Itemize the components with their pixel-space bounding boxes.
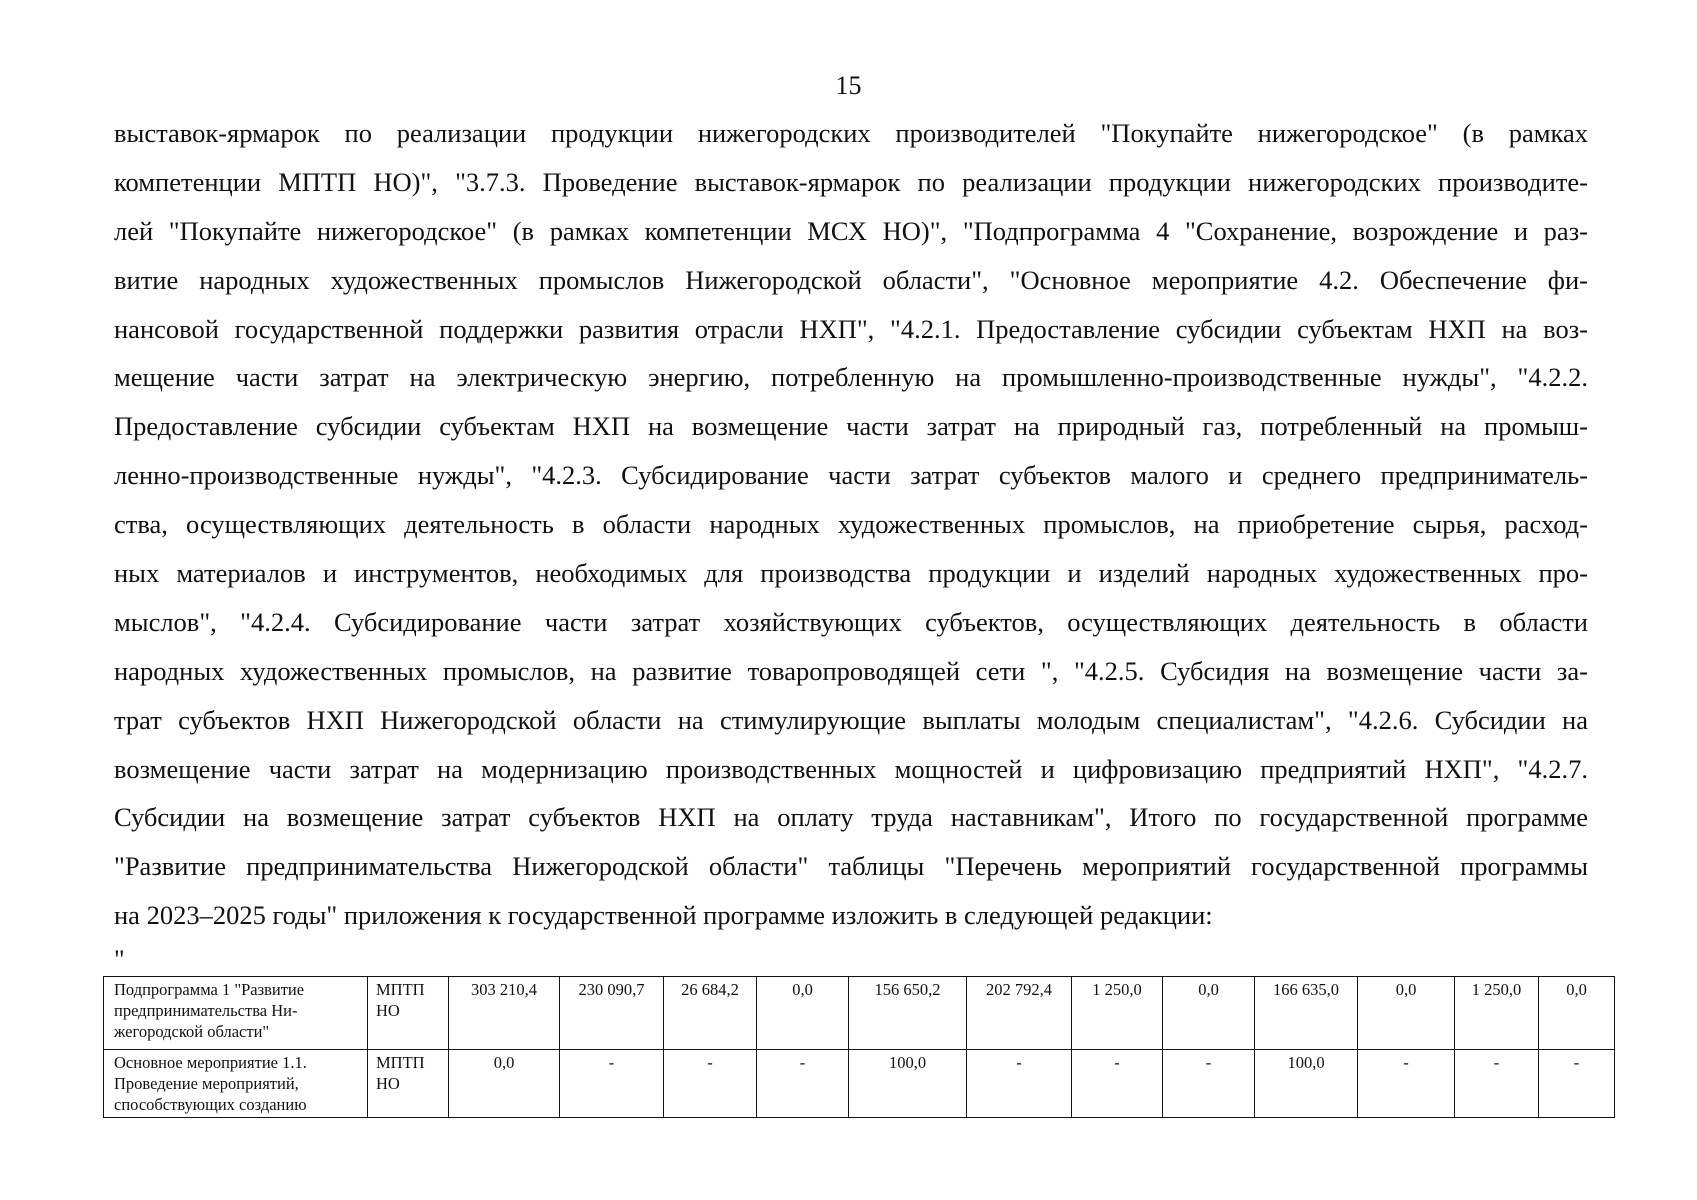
value-cell: - xyxy=(1072,1050,1163,1118)
table-row xyxy=(104,1050,1615,1118)
body-line: "Развитие предпринимательства Нижегородской области" таблицы "Перечень мероприятий государственной программы xyxy=(114,851,1588,882)
body-line: нансовой государственной поддержки развития отрасли НХП", "4.2.1. Предоставление субсидии субъектам НХП на воз- xyxy=(114,313,1588,344)
value-cell: 100,0 xyxy=(849,1050,967,1118)
opening-quote: " xyxy=(114,945,125,974)
value-cell: 0,0 xyxy=(1539,977,1615,1050)
body-line: ных материалов и инструментов, необходимых для производства продукции и изделий народных художественных про- xyxy=(114,558,1588,589)
value-cell: 1 250,0 xyxy=(1455,977,1539,1050)
value-cell: 0,0 xyxy=(757,977,849,1050)
value-cell: 166 635,0 xyxy=(1255,977,1358,1050)
program-name-cell: Основное мероприятие 1.1. Проведение мероприятий, способствующих созданию xyxy=(104,1050,368,1118)
value-cell: 156 650,2 xyxy=(849,977,967,1050)
body-line: на 2023–2025 годы" приложения к государственной программе изложить в следующей редакции: xyxy=(114,900,1213,931)
value-cell: 230 090,7 xyxy=(560,977,664,1050)
value-cell: - xyxy=(1358,1050,1455,1118)
value-cell: 303 210,4 xyxy=(449,977,560,1050)
body-line: трат субъектов НХП Нижегородской области на стимулирующие выплаты молодым специалистам", "4.2.6. Субсидии на xyxy=(114,704,1588,735)
value-cell: 0,0 xyxy=(1163,977,1255,1050)
body-line: мыслов", "4.2.4. Субсидирование части затрат хозяйствующих субъектов, осуществляющих деятельность в области xyxy=(114,606,1588,637)
program-table xyxy=(103,976,1615,1118)
body-line: народных художественных промыслов, на развитие товаропроводящей сети ", "4.2.5. Субсидия на возмещение части за- xyxy=(114,655,1588,686)
value-cell: - xyxy=(664,1050,757,1118)
body-line: ства, осуществляющих деятельность в области народных художественных промыслов, на приобретение сырья, расход- xyxy=(114,509,1588,540)
value-cell: - xyxy=(967,1050,1072,1118)
table-row xyxy=(104,977,1615,1050)
value-cell: - xyxy=(1455,1050,1539,1118)
value-cell: 1 250,0 xyxy=(1072,977,1163,1050)
program-name-cell: Подпрограмма 1 "Развитие предпринимательства Ни-жегородской области" xyxy=(104,977,368,1050)
value-cell: - xyxy=(560,1050,664,1118)
body-line: лей "Покупайте нижегородское" (в рамках компетенции МСХ НО)", "Подпрограмма 4 "Сохранение, возрождение и раз- xyxy=(114,215,1588,246)
value-cell: - xyxy=(1539,1050,1615,1118)
body-line: ленно-производственные нужды", "4.2.3. Субсидирование части затрат субъектов малого и среднего предприниматель- xyxy=(114,460,1588,491)
executor-cell: МПТП НО xyxy=(368,977,449,1050)
value-cell: 202 792,4 xyxy=(967,977,1072,1050)
page-number: 15 xyxy=(835,71,862,100)
body-line: выставок-ярмарок по реализации продукции нижегородских производителей "Покупайте нижегородское" (в рамках xyxy=(114,118,1588,148)
body-line: компетенции МПТП НО)", "3.7.3. Проведение выставок-ярмарок по реализации продукции нижегородских производите- xyxy=(114,166,1588,197)
value-cell: 26 684,2 xyxy=(664,977,757,1050)
executor-cell: МПТП НО xyxy=(368,1050,449,1118)
value-cell: - xyxy=(757,1050,849,1118)
value-cell: 100,0 xyxy=(1255,1050,1358,1118)
body-text xyxy=(114,109,1588,940)
body-line: Субсидии на возмещение затрат субъектов НХП на оплату труда наставникам", Итого по государственной программе xyxy=(114,802,1588,833)
body-line: мещение части затрат на электрическую энергию, потребленную на промышленно-производственные нужды", "4.2.2. xyxy=(114,362,1588,393)
value-cell: - xyxy=(1163,1050,1255,1118)
value-cell: 0,0 xyxy=(1358,977,1455,1050)
body-line: витие народных художественных промыслов Нижегородской области", "Основное мероприятие 4.2. Обеспечение фи- xyxy=(114,264,1588,295)
body-line: Предоставление субсидии субъектам НХП на возмещение части затрат на природный газ, потребленный на промыш- xyxy=(114,411,1588,442)
body-line: возмещение части затрат на модернизацию производственных мощностей и цифровизацию предприятий НХП", "4.2.7. xyxy=(114,753,1588,784)
value-cell: 0,0 xyxy=(449,1050,560,1118)
